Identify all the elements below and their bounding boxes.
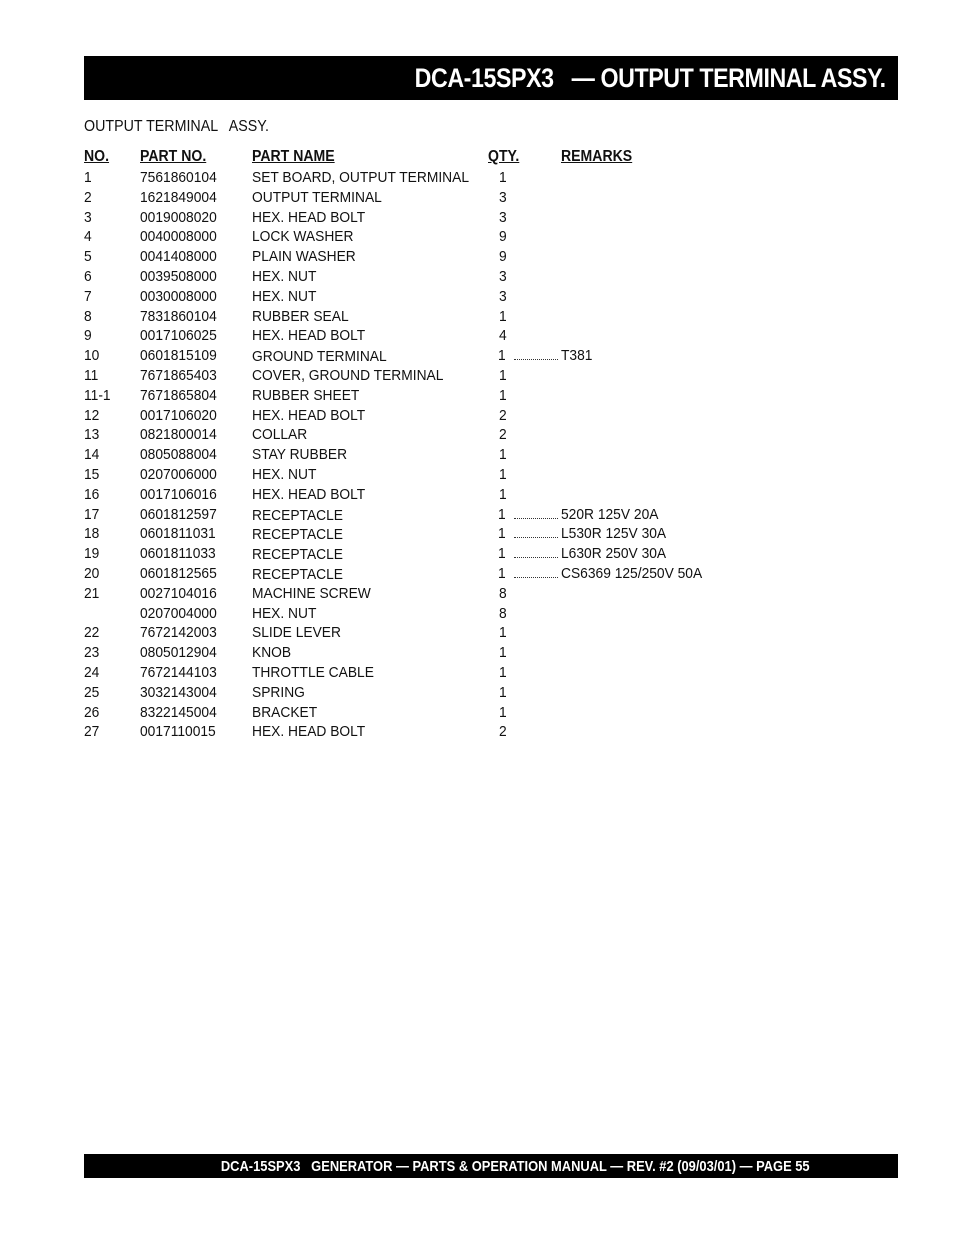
part-name: RUBBER SEAL [252, 307, 349, 325]
part-name-leader [252, 525, 497, 543]
table-row [84, 346, 784, 366]
table-row [84, 663, 784, 683]
item-number: 23 [84, 644, 100, 662]
item-number: 20 [84, 564, 100, 582]
quantity: 1 [498, 545, 506, 563]
table-row [84, 485, 784, 505]
quantity: 1 [499, 366, 507, 384]
quantity: 1 [499, 663, 507, 681]
quantity: 1 [499, 644, 507, 662]
quantity: 3 [499, 188, 507, 206]
column-header-part-no: PART NO. [140, 148, 207, 165]
item-number: 4 [84, 228, 92, 246]
table-row [84, 683, 784, 703]
remarks: L530R 125V 30A [561, 525, 667, 543]
item-number: 7 [84, 287, 92, 305]
item-number: 10 [84, 347, 100, 365]
item-number: 5 [84, 248, 92, 266]
part-name-leader [252, 506, 497, 524]
item-number: 27 [84, 723, 100, 741]
table-row [84, 227, 784, 247]
table-row [84, 584, 784, 604]
table-row [84, 505, 784, 525]
part-number: 0039508000 [140, 267, 217, 285]
quantity: 1 [499, 446, 507, 464]
table-row [84, 366, 784, 386]
part-name: RECEPTACLE [252, 546, 344, 564]
quantity: 2 [499, 406, 507, 424]
remarks: 520R 125V 20A [561, 505, 659, 523]
table-row [84, 604, 784, 624]
table-row [84, 544, 784, 564]
item-number: 12 [84, 406, 100, 424]
part-name: HEX. NUT [252, 465, 317, 483]
quantity: 1 [498, 525, 506, 543]
part-name: HEX. NUT [252, 287, 317, 305]
part-number: 0601811033 [140, 545, 216, 563]
footer-text: DCA-15SPX3 GENERATOR — PARTS & OPERATION MANUAL — REV. #2 (09/03/01) — PAGE 55 [221, 1157, 810, 1175]
table-row [84, 722, 784, 742]
quantity: 2 [499, 426, 507, 444]
column-header-no: NO. [84, 148, 110, 165]
page-footer-bar [84, 1154, 898, 1178]
part-name: COLLAR [252, 426, 308, 444]
quantity: 9 [499, 248, 507, 266]
table-header-row [84, 146, 784, 168]
table-row [84, 564, 784, 584]
dot-leader [514, 537, 558, 538]
quantity: 4 [499, 327, 507, 345]
part-name: BRACKET [252, 703, 318, 721]
part-number: 0017106025 [140, 327, 217, 345]
remarks: T381 [561, 347, 593, 365]
part-name: HEX. HEAD BOLT [252, 208, 366, 226]
table-row [84, 208, 784, 228]
table-row [84, 445, 784, 465]
part-number: 0601812597 [140, 505, 217, 523]
part-name: STAY RUBBER [252, 446, 348, 464]
item-number: 13 [84, 426, 100, 444]
part-number: 3032143004 [140, 683, 217, 701]
quantity: 1 [498, 505, 506, 523]
table-row [84, 326, 784, 346]
quantity: 1 [499, 169, 507, 186]
quantity: 2 [499, 723, 507, 741]
page-header-bar [84, 56, 898, 100]
part-name: RECEPTACLE [252, 565, 344, 583]
part-number: 8322145004 [140, 703, 217, 721]
item-number: 21 [84, 584, 100, 602]
part-name: HEX. NUT [252, 604, 317, 622]
part-name: GROUND TERMINAL [252, 348, 387, 366]
table-row [84, 307, 784, 327]
part-number: 0601811031 [140, 525, 216, 543]
item-number: 1 [84, 169, 92, 186]
part-number: 0207004000 [140, 604, 217, 622]
table-row [84, 524, 784, 544]
item-number: 14 [84, 446, 100, 464]
part-name-leader [252, 545, 497, 563]
parts-table [84, 146, 784, 742]
part-number: 0017106020 [140, 406, 217, 424]
part-name: MACHINE SCREW [252, 584, 371, 602]
part-name: HEX. NUT [252, 267, 317, 285]
part-name-leader [252, 565, 497, 583]
table-row [84, 247, 784, 267]
table-row [84, 267, 784, 287]
part-number: 0601812565 [140, 564, 217, 582]
part-number: 1621849004 [140, 188, 217, 206]
part-number: 0805088004 [140, 446, 217, 464]
item-number: 15 [84, 465, 100, 483]
part-name: COVER, GROUND TERMINAL [252, 366, 444, 384]
part-name: SLIDE LEVER [252, 624, 341, 642]
part-number: 0041408000 [140, 248, 217, 266]
quantity: 1 [499, 485, 507, 503]
part-name: PLAIN WASHER [252, 248, 356, 266]
item-number: 16 [84, 485, 100, 503]
part-name: THROTTLE CABLE [252, 663, 374, 681]
item-number: 11-1 [84, 386, 111, 404]
remarks: L630R 250V 30A [561, 545, 667, 563]
item-number: 22 [84, 624, 100, 642]
quantity: 1 [498, 564, 506, 582]
remarks: CS6369 125/250V 50A [561, 564, 703, 582]
item-number: 11 [84, 366, 99, 384]
table-row [84, 465, 784, 485]
part-name: RECEPTACLE [252, 506, 344, 524]
column-header-qty: QTY. [488, 148, 520, 165]
part-name: OUTPUT TERMINAL [252, 188, 382, 206]
table-row [84, 406, 784, 426]
section-title: OUTPUT TERMINAL ASSY. [84, 118, 269, 135]
part-number: 7831860104 [140, 307, 217, 325]
part-name: RECEPTACLE [252, 526, 344, 544]
table-row [84, 168, 784, 188]
quantity: 3 [499, 287, 507, 305]
item-number: 25 [84, 683, 100, 701]
dot-leader [514, 359, 558, 360]
part-name-leader [252, 347, 497, 365]
part-number: 7671865403 [140, 366, 217, 384]
part-number: 0040008000 [140, 228, 217, 246]
table-row [84, 287, 784, 307]
part-number: 0017110015 [140, 723, 216, 741]
quantity: 1 [499, 307, 507, 325]
part-number: 7671865804 [140, 386, 217, 404]
item-number: 2 [84, 188, 92, 206]
part-number: 0019008020 [140, 208, 217, 226]
item-number: 19 [84, 545, 100, 563]
page-title: DCA-15SPX3 — OUTPUT TERMINAL ASSY. [415, 62, 886, 93]
part-number: 7561860104 [140, 169, 217, 186]
part-name: HEX. HEAD BOLT [252, 485, 366, 503]
quantity: 1 [498, 347, 506, 365]
item-number: 24 [84, 663, 100, 681]
item-number: 3 [84, 208, 92, 226]
column-header-part-name: PART NAME [252, 148, 335, 165]
part-number: 0821800014 [140, 426, 217, 444]
part-name: SPRING [252, 683, 305, 701]
table-row [84, 188, 784, 208]
table-body [84, 168, 784, 742]
part-name: RUBBER SHEET [252, 386, 360, 404]
part-name: LOCK WASHER [252, 228, 354, 246]
dot-leader [514, 518, 558, 519]
part-number: 7672144103 [140, 663, 217, 681]
column-header-remarks: REMARKS [561, 148, 633, 165]
quantity: 1 [499, 624, 507, 642]
part-name: SET BOARD, OUTPUT TERMINAL [252, 169, 470, 186]
quantity: 8 [499, 584, 507, 602]
item-number: 18 [84, 525, 100, 543]
quantity: 1 [499, 683, 507, 701]
part-name: HEX. HEAD BOLT [252, 406, 366, 424]
quantity: 3 [499, 267, 507, 285]
table-row [84, 425, 784, 445]
quantity: 1 [499, 386, 507, 404]
quantity: 9 [499, 228, 507, 246]
part-name: KNOB [252, 644, 292, 662]
quantity: 8 [499, 604, 507, 622]
part-number: 0030008000 [140, 287, 217, 305]
part-number: 0601815109 [140, 347, 217, 365]
table-row [84, 703, 784, 723]
item-number: 9 [84, 327, 92, 345]
dot-leader [514, 577, 558, 578]
part-number: 0017106016 [140, 485, 217, 503]
part-name: HEX. HEAD BOLT [252, 327, 366, 345]
part-number: 0207006000 [140, 465, 217, 483]
table-row [84, 643, 784, 663]
part-number: 0805012904 [140, 644, 217, 662]
part-number: 0027104016 [140, 584, 217, 602]
quantity: 1 [499, 703, 507, 721]
table-row [84, 623, 784, 643]
item-number: 26 [84, 703, 100, 721]
item-number: 17 [84, 505, 100, 523]
dot-leader [514, 557, 558, 558]
quantity: 1 [499, 465, 507, 483]
part-number: 7672142003 [140, 624, 217, 642]
quantity: 3 [499, 208, 507, 226]
item-number: 8 [84, 307, 92, 325]
table-row [84, 386, 784, 406]
item-number: 6 [84, 267, 92, 285]
part-name: HEX. HEAD BOLT [252, 723, 366, 741]
